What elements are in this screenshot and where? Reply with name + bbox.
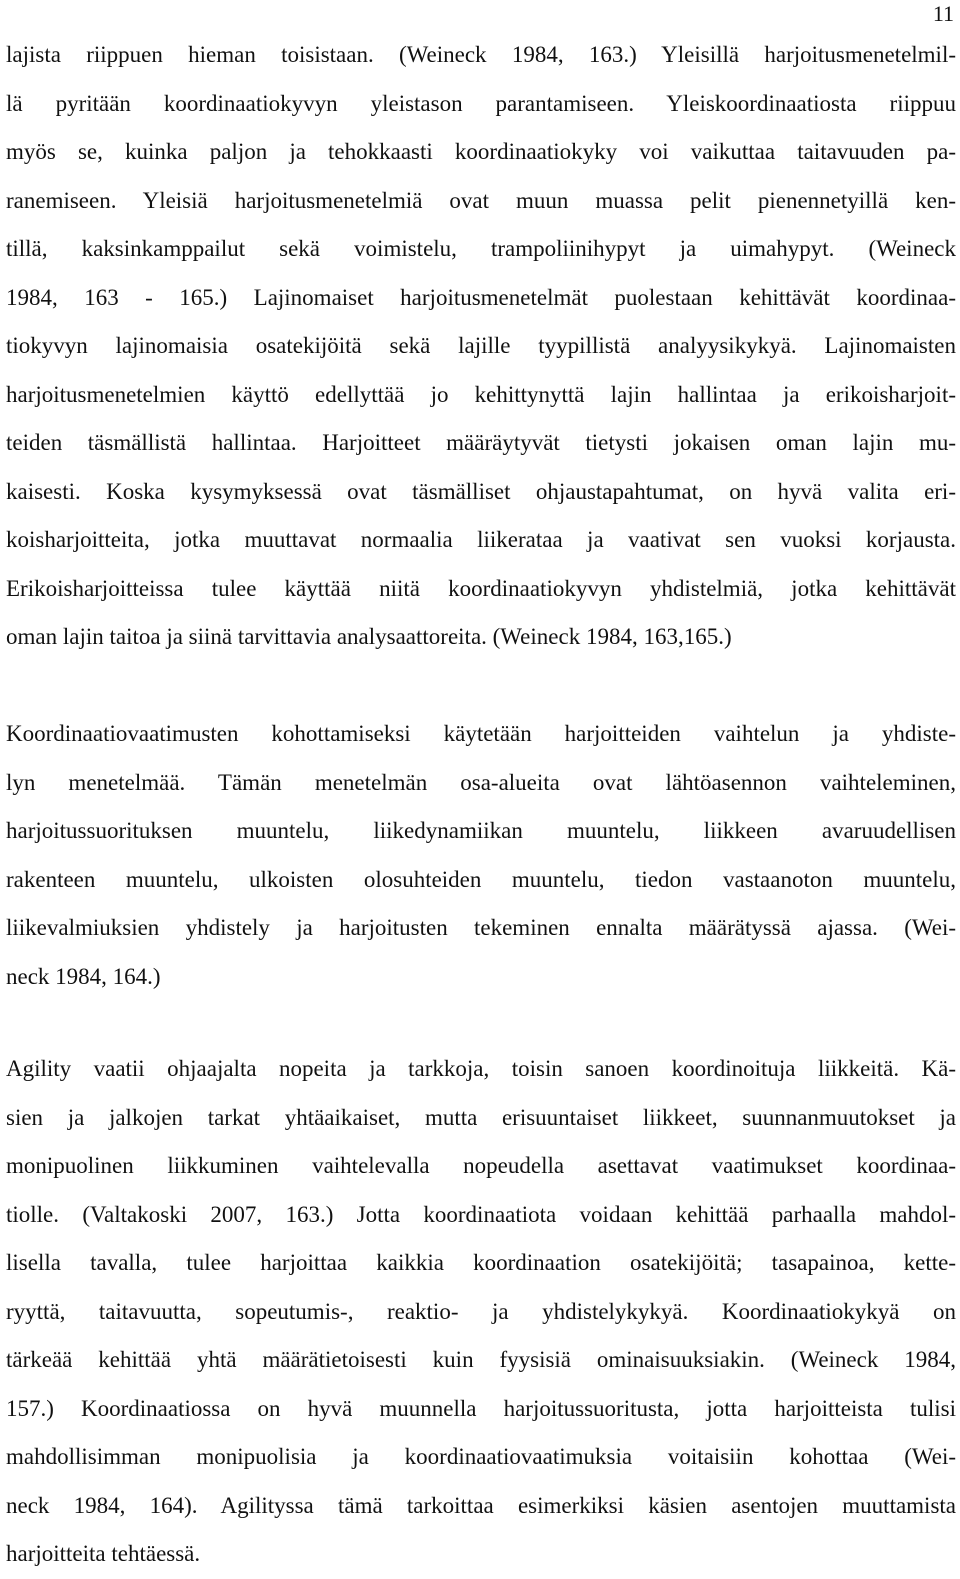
text-line: lisella tavalla, tulee harjoittaa kaikkia koordinaation osatekijöitä; tasapainoa, kette- <box>6 1250 956 1275</box>
text-line: sien ja jalkojen tarkat yhtäaikaiset, mutta erisuuntaiset liikkeet, suunnanmuutokset ja <box>6 1104 956 1130</box>
text-line: monipuolinen liikkuminen vaihtelevalla nopeudella asettavat vaatimukset koordinaa- <box>6 1153 956 1178</box>
text-line: kaisesti. Koska kysymyksessä ovat täsmälliset ohjaustapahtumat, on hyvä valita eri- <box>6 478 956 504</box>
text-line: Agility vaatii ohjaajalta nopeita ja tarkkoja, toisin sanoen koordinoituja liikkeitä. Kä- <box>6 1056 956 1081</box>
text-line: harjoitteita tehtäessä. <box>6 1541 201 1566</box>
text-line: mahdollisimman monipuolisia ja koordinaatiovaatimuksia voitaisiin kohottaa (Wei- <box>6 1444 956 1469</box>
text-line: myös se, kuinka paljon ja tehokkaasti koordinaatiokyky voi vaikuttaa taitavuuden pa- <box>6 139 956 164</box>
text-line: lajista riippuen hieman toisistaan. (Weineck 1984, 163.) Yleisillä harjoitusmenetelmil- <box>6 42 956 67</box>
text-line: tillä, kaksinkamppailut sekä voimistelu, trampoliinihypyt ja uimahypyt. (Weineck <box>6 236 956 261</box>
text-line: ryyttä, taitavuutta, sopeutumis-, reaktio- ja yhdistelykykyä. Koordinaatiokykyä on <box>6 1298 956 1324</box>
text-line: tärkeää kehittää yhtä määrätietoisesti kuin fyysisiä ominaisuuksiakin. (Weineck 1984, <box>6 1347 956 1372</box>
paragraph-3 <box>6 1045 956 1579</box>
text-line: tiolle. (Valtakoski 2007, 163.) Jotta koordinaatiota voidaan kehittää parhaalla mahdol- <box>6 1201 956 1227</box>
text-line: teiden täsmällistä hallintaa. Harjoitteet määräytyvät tietysti jokaisen oman lajin mu- <box>6 430 956 455</box>
text-line: koisharjoitteita, jotka muuttavat normaalia liikerataa ja vaativat sen vuoksi korjausta. <box>6 527 956 552</box>
paragraph-2 <box>6 710 956 1001</box>
text-line: 1984, 163 - 165.) Lajinomaiset harjoitusmenetelmät puolestaan kehittävät koordinaa- <box>6 284 956 310</box>
text-line: oman lajin taitoa ja siinä tarvittavia analysaattoreita. (Weineck 1984, 163,165.) <box>6 624 732 649</box>
text-line: harjoitussuorituksen muuntelu, liikedynamiikan muuntelu, liikkeen avaruudellisen <box>6 818 956 843</box>
text-line: neck 1984, 164.) <box>6 963 161 989</box>
text-line: lyn menetelmää. Tämän menetelmän osa-alueita ovat lähtöasennon vaihteleminen, <box>6 769 956 795</box>
text-line: Koordinaatiovaatimusten kohottamiseksi käytetään harjoitteiden vaihtelun ja yhdiste- <box>6 721 956 746</box>
text-line: rakenteen muuntelu, ulkoisten olosuhteiden muuntelu, tiedon vastaanoton muuntelu, <box>6 866 956 892</box>
text-line: 157.) Koordinaatiossa on hyvä muunnella harjoitussuoritusta, jotta harjoitteista tulisi <box>6 1395 956 1421</box>
text-line: tiokyvyn lajinomaisia osatekijöitä sekä lajille tyypillistä analyysikykyä. Lajinomaisten <box>6 333 956 358</box>
text-line: neck 1984, 164). Agilityssa tämä tarkoittaa esimerkiksi käsien asentojen muuttamista <box>6 1492 956 1518</box>
paragraph-1 <box>6 31 956 662</box>
text-line: lä pyritään koordinaatiokyvyn yleistason parantamiseen. Yleiskoordinaatiosta riippuu <box>6 90 956 116</box>
text-line: ranemiseen. Yleisiä harjoitusmenetelmiä ovat muun muassa pelit pienennetyillä ken- <box>6 187 956 213</box>
text-line: Erikoisharjoitteissa tulee käyttää niitä koordinaatiokyvyn yhdistelmiä, jotka kehittävät <box>6 575 956 601</box>
page-number: 11 <box>932 1 954 26</box>
text-line: liikevalmiuksien yhdistely ja harjoitusten tekeminen ennalta määrätyssä ajassa. (Wei- <box>6 915 956 940</box>
text-line: harjoitusmenetelmien käyttö edellyttää jo kehittynyttä lajin hallintaa ja erikoisharjoit- <box>6 381 956 407</box>
